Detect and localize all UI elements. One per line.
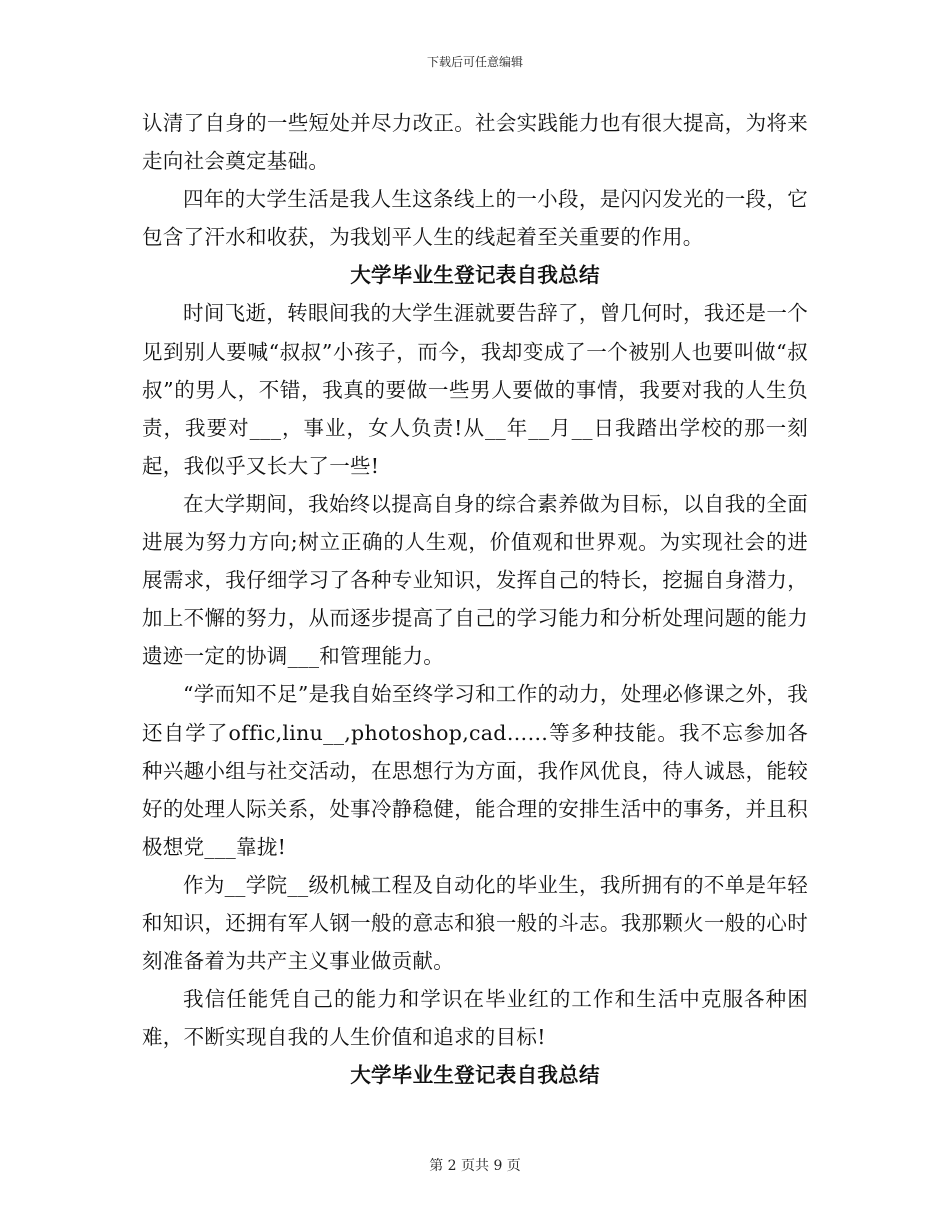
document-body: [142, 104, 808, 1094]
paragraph-university-life: 四年的大学生活是我人生这条线上的一小段，是闪闪发光的一段，它包含了汗水和收获，为我划平人生的线起着至关重要的作用。: [142, 187, 808, 250]
paragraph-confidence: 我信任能凭自己的能力和学识在毕业红的工作和生活中克服各种困难，不断实现自我的人生价值和追求的目标!: [142, 987, 808, 1050]
paragraph-as-graduate: 作为__学院__级机械工程及自动化的毕业生，我所拥有的不单是年轻和知识，还拥有军人钢一般的意志和狼一般的斗志。我那颗火一般的心时刻准备着为共产主义事业做贡献。: [142, 872, 808, 974]
section-heading-next: 大学毕业生登记表自我总结: [350, 1063, 600, 1088]
paragraph-continuation: 认清了自身的一些短处并尽力改正。社会实践能力也有很大提高，为将来走向社会奠定基础。: [142, 111, 808, 174]
page-header: 下载后可任意编辑: [426, 55, 523, 69]
page-footer: 第 2 页共 9 页: [429, 1158, 521, 1174]
paragraph-learning-motivation: “学而知不足”是我自始至终学习和工作的动力，处理必修课之外，我还自学了offic,linu__,photoshop,cad……等多种技能。我不忘参加各种兴趣小组与社交活动，在思想行为方面，我作风优良，待人诚恳，能较好的处理人际关系，处事冷静稳健，能合理的安排生活中的事务，并且积极想党___靠拢!: [142, 682, 808, 859]
section-heading: 大学毕业生登记表自我总结: [350, 263, 600, 288]
paragraph-during-university: 在大学期间，我始终以提高自身的综合素养做为目标，以自我的全面进展为努力方向;树立正确的人生观，价值观和世界观。为实现社会的进展需求，我仔细学习了各种专业知识，发挥自己的特长，挖掘自身潜力，加上不懈的努力，从而逐步提高了自己的学习能力和分析处理问题的能力遗迹一定的协调___和管理能力。: [142, 491, 808, 669]
paragraph-time-flies: 时间飞逝，转眼间我的大学生涯就要告辞了，曾几何时，我还是一个见到别人要喊“叔叔”小孩子，而今，我却变成了一个被别人也要叫做“叔叔”的男人，不错，我真的要做一些男人要做的事情，我要对我的人生负责，我要对___，事业，女人负责!从__年__月__日我踏出学校的那一刻起，我似乎又长大了一些!: [142, 301, 808, 478]
